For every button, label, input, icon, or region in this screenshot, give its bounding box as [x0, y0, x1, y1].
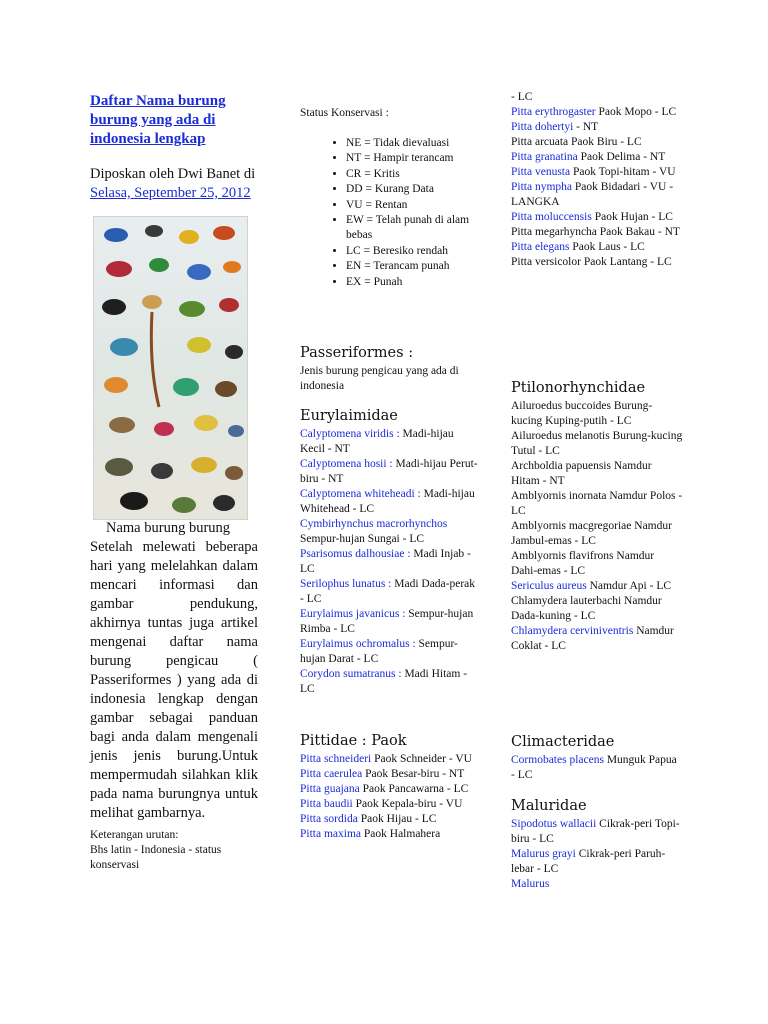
species-latin-link[interactable]: Calyptomena hosii :: [300, 458, 393, 470]
species-entry: [511, 594, 683, 624]
species-latin-link[interactable]: Pitta schneideri: [300, 753, 372, 765]
species-latin-link[interactable]: Pitta nympha: [511, 181, 573, 193]
species-entry: [511, 165, 683, 180]
species-entry: [300, 547, 478, 577]
species-entry: [300, 752, 478, 767]
species-list: [511, 817, 683, 892]
status-item: • NE = Tidak dievaluasi: [346, 136, 478, 151]
species-latin-link[interactable]: Pitta dohertyi: [511, 121, 574, 133]
species-detail: Paok Hijau - LC: [357, 813, 437, 825]
species-list: [511, 753, 683, 783]
species-entry: [511, 150, 683, 165]
species-entry: [300, 667, 478, 697]
status-item: • VU = Rentan: [346, 198, 478, 213]
climacteridae-section: [511, 733, 683, 783]
species-latin-link[interactable]: Eurylaimus javanicus :: [300, 608, 406, 620]
species-detail: Ailuroedus buccoides Burung-kucing Kuping-putih - LC: [511, 400, 653, 427]
bird-illustration-image[interactable]: [93, 216, 248, 520]
status-item: • EN = Terancam punah: [346, 259, 478, 274]
species-latin-link[interactable]: Malurus: [511, 878, 550, 890]
species-entry: [511, 225, 683, 240]
species-detail: Paok Hujan - LC: [591, 211, 673, 223]
species-detail: Pitta arcuata Paok Biru - LC: [511, 136, 642, 148]
species-latin-link[interactable]: Pitta guajana: [300, 783, 360, 795]
pittidae-continued: [511, 90, 683, 270]
species-detail: Madi Dada-perak - LC: [300, 578, 476, 605]
species-entry: [300, 457, 478, 487]
status-label: Status Konservasi :: [300, 107, 389, 119]
passeriformes-section: [300, 344, 478, 394]
species-entry: [511, 459, 683, 489]
pittidae-section: [300, 732, 478, 842]
status-item: • CR = Kritis: [346, 167, 478, 182]
species-entry: [511, 579, 683, 594]
species-latin-link[interactable]: Pitta elegans: [511, 241, 570, 253]
species-detail: Paok Halmahera: [361, 828, 441, 840]
post-title-link[interactable]: Daftar Nama burung burung yang ada di indonesia lengkap: [90, 93, 226, 147]
species-latin-link[interactable]: Pitta sordida: [300, 813, 358, 825]
ptilonorhynchidae-section: [511, 379, 683, 654]
species-entry: [511, 489, 683, 519]
species-list: [511, 105, 683, 270]
species-detail: Cikrak-peri Paruh-lebar - LC: [511, 848, 666, 875]
species-detail: Madi-hijau Whitehead - LC: [300, 488, 475, 515]
image-caption: Nama burung burung: [106, 520, 231, 536]
species-detail: Paok Mopo - LC: [595, 106, 677, 118]
species-latin-link[interactable]: Pitta baudii: [300, 798, 353, 810]
maluridae-section: [511, 797, 683, 892]
species-latin-link[interactable]: Corydon sumatranus :: [300, 668, 402, 680]
species-entry: [511, 135, 683, 150]
species-detail: Amblyornis flavifrons Namdur Dahi-emas - LC: [511, 550, 655, 577]
species-latin-link[interactable]: Serilophus lunatus :: [300, 578, 392, 590]
bird-illustration-svg: [94, 217, 247, 519]
section-heading: Eurylaimidae: [300, 408, 398, 424]
species-detail: Ailuroedus melanotis Burung-kucing Tutul - LC: [511, 430, 683, 457]
species-latin-link[interactable]: Pitta granatina: [511, 151, 578, 163]
species-detail: Madi Injab - LC: [300, 548, 471, 575]
species-entry: [511, 240, 683, 255]
order-note-text: Bhs latin - Indonesia - status konservasi: [90, 844, 222, 871]
species-latin-link[interactable]: Cymbirhynchus macrorhynchos: [300, 518, 448, 530]
eurylaimidae-section: [300, 407, 478, 697]
species-entry: [511, 549, 683, 579]
species-detail: Paok Besar-biru - NT: [362, 768, 465, 780]
posted-by-text: Diposkan oleh Dwi Banet di: [90, 166, 256, 182]
species-detail: Sempur-hujan Rimba - LC: [300, 608, 474, 635]
species-entry: [300, 637, 478, 667]
species-detail: Pitta versicolor Paok Lantang - LC: [511, 256, 672, 268]
species-latin-link[interactable]: Cormobates placens: [511, 754, 604, 766]
species-entry: [300, 782, 478, 797]
species-entry: [300, 797, 478, 812]
species-entry: [511, 817, 683, 847]
species-detail: Cikrak-peri Topi-biru - LC: [511, 818, 680, 845]
species-entry: [511, 180, 683, 210]
species-entry: [300, 427, 478, 457]
species-latin-link[interactable]: Pitta maxima: [300, 828, 362, 840]
species-latin-link[interactable]: Pitta caerulea: [300, 768, 363, 780]
species-detail: Paok Bidadari - VU - LANGKA: [511, 181, 674, 208]
section-heading: Climacteridae: [511, 734, 615, 750]
species-entry: [511, 429, 683, 459]
species-entry: [511, 624, 683, 654]
species-detail: Pitta megarhyncha Paok Bakau - NT: [511, 226, 680, 238]
post-meta: [90, 165, 258, 203]
species-entry: [300, 517, 478, 547]
species-list: [511, 399, 683, 654]
species-entry: [300, 577, 478, 607]
species-detail: Madi Hitam - LC: [300, 668, 468, 695]
species-entry: [511, 399, 683, 429]
species-detail: Paok Laus - LC: [569, 241, 645, 253]
species-list: [300, 752, 478, 842]
status-item: • EX = Punah: [346, 275, 478, 290]
section-heading: Ptilonorhynchidae: [511, 380, 646, 396]
status-item: • LC = Beresiko rendah: [346, 244, 478, 259]
species-latin-link[interactable]: Malurus grayi: [511, 848, 576, 860]
species-detail: Archboldia papuensis Namdur Hitam - NT: [511, 460, 652, 487]
species-detail: Munguk Papua - LC: [511, 754, 677, 781]
species-entry: [511, 847, 683, 877]
intro-paragraph: Setelah melewati beberapa hari yang melelahkan dalam mencari informasi dan gambar pendukung, akhirnya tuntas juga artikel mengenai daftar nama burung pengicau ( Passeriformes ) yang ada di indonesia lengkap dengan gambar sebagai panduan bagi anda dalam mengenali jenis jenis burung.Untuk mempermudah silahkan klik pada nama burungnya untuk melihat gambarnya.: [90, 539, 258, 821]
status-list: [300, 136, 478, 290]
species-entry: [511, 105, 683, 120]
species-latin-link[interactable]: Sipodotus wallacii: [511, 818, 597, 830]
species-latin-link[interactable]: Pitta moluccensis: [511, 211, 592, 223]
species-list: [300, 427, 478, 697]
order-note: [90, 828, 258, 873]
species-entry: [300, 487, 478, 517]
species-latin-link[interactable]: Eurylaimus ochromalus :: [300, 638, 416, 650]
species-detail: Namdur Api - LC: [586, 580, 672, 592]
status-item: • DD = Kurang Data: [346, 182, 478, 197]
section-heading: Passeriformes :: [300, 345, 414, 361]
species-detail: Sempur-hujan Sungai - LC: [300, 533, 425, 545]
order-note-heading: Keterangan urutan:: [90, 829, 179, 841]
status-item: • EW = Telah punah di alam bebas: [346, 213, 478, 244]
species-entry: [511, 519, 683, 549]
species-entry: [300, 607, 478, 637]
species-latin-link[interactable]: Calyptomena whiteheadi :: [300, 488, 421, 500]
species-latin-link[interactable]: Sericulus aureus: [511, 580, 587, 592]
species-detail: Chlamydera lauterbachi Namdur Dada-kuning - LC: [511, 595, 662, 622]
species-entry: [300, 827, 478, 842]
species-latin-link[interactable]: Pitta venusta: [511, 166, 571, 178]
status-item: • NT = Hampir terancam: [346, 151, 478, 166]
section-heading: Maluridae: [511, 798, 587, 814]
species-latin-link[interactable]: Psarisomus dalhousiae :: [300, 548, 411, 560]
species-latin-link[interactable]: Chlamydera cerviniventris: [511, 625, 634, 637]
species-latin-link[interactable]: Pitta erythrogaster: [511, 106, 596, 118]
species-entry: [511, 120, 683, 135]
post-date-link[interactable]: Selasa, September 25, 2012: [90, 185, 251, 201]
species-detail: Paok Kepala-biru - VU: [352, 798, 463, 810]
species-entry: [300, 767, 478, 782]
species-detail: Madi-hijau Perut-biru - NT: [300, 458, 478, 485]
species-detail: Paok Schneider - VU: [371, 753, 472, 765]
species-entry: [511, 753, 683, 783]
species-entry: [300, 812, 478, 827]
species-detail: Namdur Coklat - LC: [511, 625, 674, 652]
section-description: Jenis burung pengicau yang ada di indonesia: [300, 365, 459, 392]
species-detail: Paok Topi-hitam - VU: [570, 166, 676, 178]
species-entry: [511, 255, 683, 270]
species-latin-link[interactable]: Calyptomena viridis :: [300, 428, 400, 440]
species-entry: [511, 877, 683, 892]
species-detail: Madi-hijau Kecil - NT: [300, 428, 454, 455]
species-entry: [511, 210, 683, 225]
species-detail: Amblyornis macgregoriae Namdur Jambul-emas - LC: [511, 520, 672, 547]
continuation-text: - LC: [511, 91, 533, 103]
species-detail: Amblyornis inornata Namdur Polos - LC: [511, 490, 683, 517]
section-heading: Pittidae : Paok: [300, 733, 407, 749]
species-detail: Paok Pancawarna - LC: [359, 783, 469, 795]
species-detail: Sempur-hujan Darat - LC: [300, 638, 458, 665]
species-detail: Paok Delima - NT: [577, 151, 666, 163]
species-detail: - NT: [573, 121, 599, 133]
